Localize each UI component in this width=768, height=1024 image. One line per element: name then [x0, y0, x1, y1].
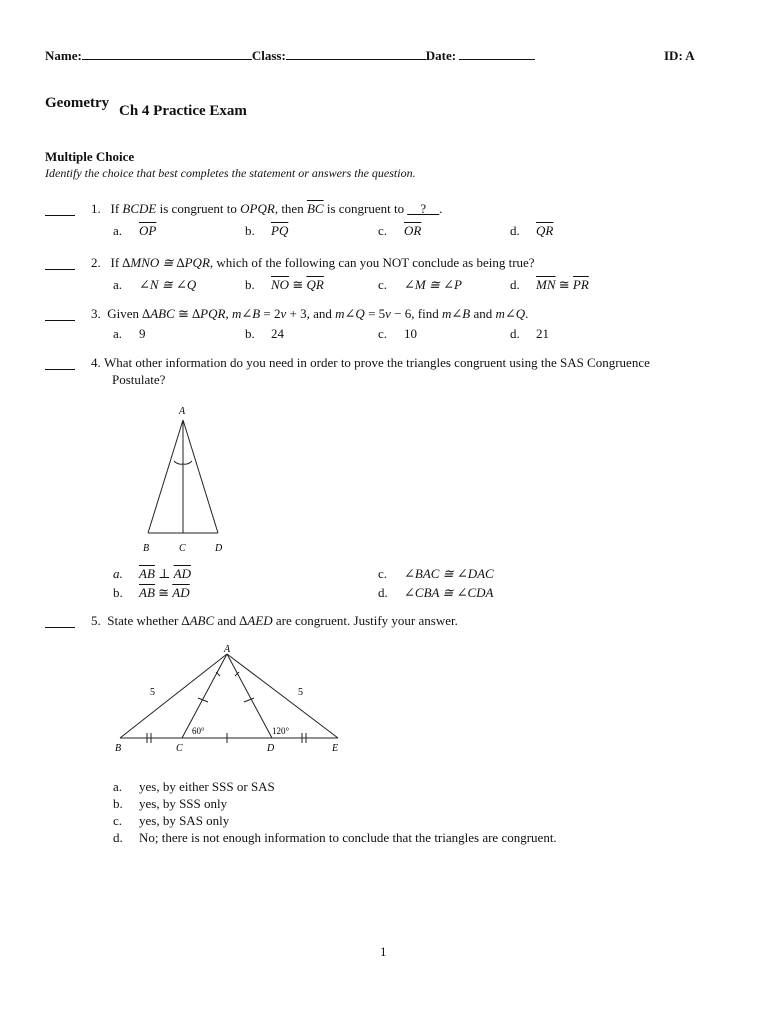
label-a: A: [179, 406, 186, 417]
q1-text: is congruent to: [156, 201, 241, 216]
q1-text: .: [439, 201, 443, 216]
label-e: E: [332, 743, 339, 754]
answer-blank-5[interactable]: [45, 626, 75, 628]
label-angle-d: 120°: [272, 726, 290, 736]
option-text: $\overline{OP}$: [139, 223, 157, 238]
q3-text: Given ∆: [107, 306, 151, 321]
option-text: ⊥: [154, 566, 174, 581]
q1-option-b[interactable]: [245, 223, 288, 239]
q5-text: and ∆: [214, 613, 248, 628]
option-text: $\overline{AB}$: [139, 585, 155, 600]
question-2: [91, 255, 535, 271]
side-ab: [148, 420, 183, 533]
option-letter: a.: [113, 223, 123, 238]
label-c: C: [176, 743, 183, 754]
label-b: B: [143, 543, 150, 554]
q5-option-d[interactable]: [113, 830, 557, 846]
option-text: ∠CBA ≅ ∠CDA: [404, 585, 494, 600]
q2-text: If: [110, 255, 123, 270]
option-letter: a.: [113, 326, 123, 341]
side-ab: [120, 654, 227, 738]
option-text: $\overline{QR}$: [536, 223, 554, 238]
class-label: Class:: [251, 48, 286, 63]
q3-text: ,: [225, 306, 232, 321]
q3-text: v: [385, 306, 391, 321]
q1-text: BCDE: [122, 201, 157, 216]
answer-blank-4[interactable]: [45, 368, 75, 370]
q3-text: ABC: [150, 306, 175, 321]
q5-option-c[interactable]: [113, 813, 229, 829]
q3-text: − 6, find: [390, 306, 442, 321]
q1-segment: $\overline{BC}$: [306, 201, 324, 216]
answer-blank-3[interactable]: [45, 319, 75, 321]
option-text: $\overline{AB}$: [139, 566, 155, 581]
q3-text: v: [280, 306, 287, 321]
class-blank[interactable]: [286, 48, 426, 60]
q1-option-a[interactable]: [113, 223, 156, 239]
q4-triangle-diagram: [138, 398, 238, 558]
q5-text: State whether ∆: [107, 613, 190, 628]
q1-option-d[interactable]: [510, 223, 553, 239]
option-text: ∠N ≅ ∠Q: [139, 277, 197, 292]
label-d: D: [267, 743, 275, 754]
option-letter: c.: [113, 813, 123, 828]
answer-blank-2[interactable]: [45, 268, 75, 270]
option-text: 9: [139, 326, 146, 341]
q4-option-b[interactable]: [113, 585, 190, 601]
option-text: ∠BAC ≅ ∠DAC: [404, 566, 494, 581]
option-text: 10: [404, 326, 417, 341]
label-c: C: [179, 543, 186, 554]
q3-text: m∠B: [441, 306, 471, 321]
q5-option-b[interactable]: [113, 796, 227, 812]
option-text: $\overline{PR}$: [572, 277, 589, 292]
option-text: 21: [536, 326, 549, 341]
option-text: ≅: [555, 277, 573, 292]
section-instruction: Identify the choice that best completes the statement or answers the question.: [45, 166, 416, 180]
q2-option-d[interactable]: [510, 277, 589, 293]
option-letter: d.: [510, 326, 520, 341]
option-letter: c.: [378, 566, 388, 581]
answer-blank-1[interactable]: [45, 214, 75, 216]
q4-text: What other information do you need in order to prove the triangles congruent using the SAS Congruence: [104, 355, 650, 370]
option-letter: c.: [378, 326, 388, 341]
q1-text: , then: [274, 201, 307, 216]
label-d: D: [215, 543, 223, 554]
date-label: Date:: [425, 48, 457, 63]
label-side-right: 5: [298, 687, 303, 698]
exam-title: Ch 4 Practice Exam: [119, 103, 247, 119]
q3-text: ≅ ∆: [174, 306, 201, 321]
q1-option-c[interactable]: [378, 223, 421, 239]
option-letter: b.: [245, 277, 255, 292]
question-number: 5.: [91, 613, 101, 628]
question-3: [91, 306, 528, 322]
angle-mark-right: [183, 461, 192, 464]
q3-text: m∠Q: [335, 306, 365, 321]
option-letter: a.: [113, 566, 123, 581]
exam-id: ID: A: [664, 48, 695, 63]
question-4: [91, 355, 650, 371]
label-side-left: 5: [150, 687, 155, 698]
question-1: [91, 201, 442, 217]
option-letter: c.: [378, 277, 388, 292]
option-text: ≅: [154, 585, 173, 600]
option-text: $\overline{NO}$: [271, 277, 290, 292]
subject-title: Geometry: [45, 95, 110, 111]
option-text: yes, by SAS only: [139, 813, 230, 828]
label-b: B: [115, 743, 122, 754]
option-text: yes, by either SSS or SAS: [139, 779, 275, 794]
option-letter: b.: [113, 796, 123, 811]
question-number: 3.: [91, 306, 101, 321]
q4-option-a[interactable]: [113, 566, 191, 582]
side-ad: [227, 654, 272, 738]
q3-option-c[interactable]: [378, 326, 417, 342]
angle-mark-left: [174, 461, 183, 464]
q4-option-c[interactable]: [378, 566, 494, 582]
option-text: $\overline{PQ}$: [271, 223, 289, 238]
q1-blank: __?__: [407, 201, 440, 216]
question-number: 2.: [91, 255, 101, 270]
q5-text: ABC: [189, 613, 215, 628]
q3-text: PQR: [200, 306, 226, 321]
q3-text: = 5: [364, 306, 386, 321]
option-letter: a.: [113, 779, 123, 794]
q5-text: AED: [247, 613, 273, 628]
q1-text: is congruent to: [323, 201, 408, 216]
option-text: $\overline{QR}$: [306, 277, 324, 292]
option-text: ≅: [289, 277, 307, 292]
option-letter: b.: [113, 585, 123, 600]
option-text: yes, by SSS only: [139, 796, 228, 811]
name-blank[interactable]: [82, 48, 252, 60]
q1-text: OPQR: [240, 201, 275, 216]
question-5: [91, 613, 458, 629]
q3-text: .: [525, 306, 529, 321]
option-letter: d.: [378, 585, 388, 600]
q1-text: If: [110, 201, 123, 216]
option-text: 24: [271, 326, 284, 341]
option-text: No; there is not enough information to conclude that the triangles are congruent.: [139, 830, 557, 845]
option-text: ∠M ≅ ∠P: [404, 277, 462, 292]
q3-text: and: [470, 306, 496, 321]
option-letter: b.: [245, 223, 255, 238]
q3-text: + 3, and: [286, 306, 336, 321]
option-letter: c.: [378, 223, 388, 238]
header-row: [45, 48, 535, 64]
q2-text: ∆MNO ≅ ∆PQR,: [122, 255, 214, 270]
q4-option-d[interactable]: [378, 585, 494, 601]
q3-option-a[interactable]: [113, 326, 146, 342]
q4-text-line2: Postulate?: [112, 372, 166, 387]
question-number: 1.: [91, 201, 101, 216]
q3-text: m∠Q: [495, 306, 526, 321]
q2-text: which of the following can you NOT conclude as being true?: [213, 255, 535, 270]
option-text: $\overline{MN}$: [536, 277, 556, 292]
option-text: $\overline{AD}$: [173, 566, 191, 581]
q2-option-a[interactable]: [113, 277, 196, 293]
option-letter: b.: [245, 326, 255, 341]
option-letter: d.: [510, 277, 520, 292]
q3-text: m∠B: [231, 306, 261, 321]
q5-text: are congruent. Justify your answer.: [272, 613, 458, 628]
q5-triangle-diagram: [110, 640, 350, 760]
option-letter: d.: [510, 223, 520, 238]
q2-option-c[interactable]: [378, 277, 462, 293]
option-letter: d.: [113, 830, 123, 845]
label-a: A: [224, 644, 231, 655]
q5-option-a[interactable]: [113, 779, 275, 795]
option-text: $\overline{AD}$: [172, 585, 190, 600]
q2-option-b[interactable]: [245, 277, 324, 293]
side-ad: [183, 420, 218, 533]
date-blank[interactable]: [459, 48, 535, 60]
q3-text: = 2: [260, 306, 281, 321]
label-angle-c: 60°: [192, 726, 205, 736]
q3-option-d[interactable]: [510, 326, 549, 342]
question-number: 4.: [91, 355, 101, 370]
option-letter: a.: [113, 277, 123, 292]
page-number: 1: [380, 944, 387, 959]
q3-option-b[interactable]: [245, 326, 284, 342]
option-text: $\overline{OR}$: [404, 223, 422, 238]
section-heading: Multiple Choice: [45, 149, 135, 164]
name-label: Name:: [45, 48, 82, 63]
